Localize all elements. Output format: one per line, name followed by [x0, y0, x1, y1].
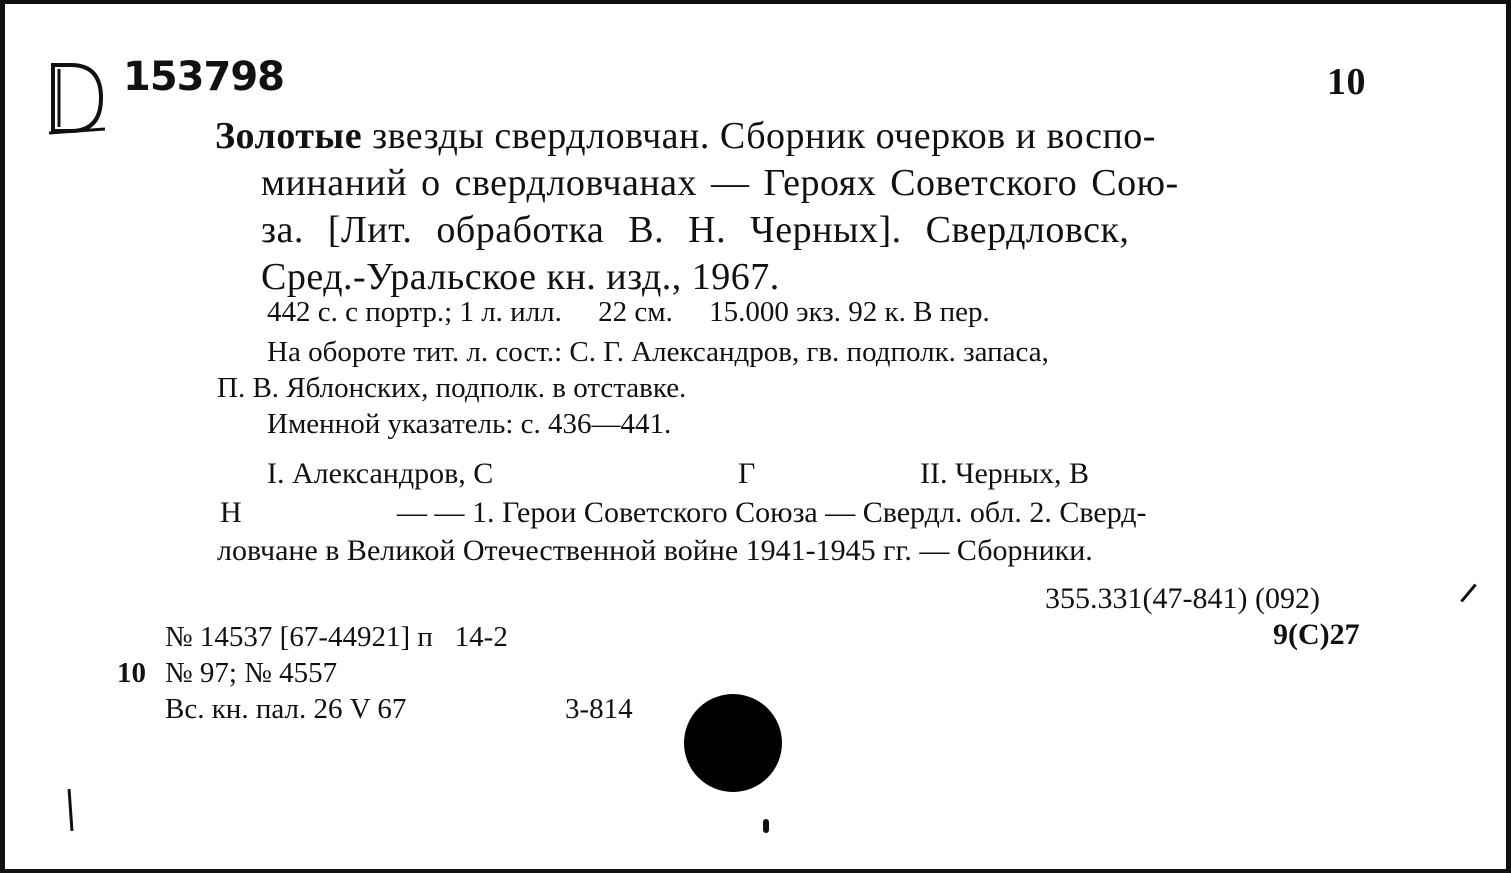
tracing-2-initial: Н — [220, 496, 242, 529]
title-rest: звезды свердловчан. Сборник очерков и воспо- — [372, 115, 1156, 157]
subject-headings-cont: ловчане в Великой Отечественной войне 1941-1945 гг. — Сборники. — [217, 534, 1093, 567]
subject-headings: — — 1. Герои Советского Союза — Свердл. обл. 2. Сверд- — [397, 496, 1147, 529]
margin-mark — [68, 789, 74, 831]
note-line-3: Именной указатель: с. 436—441. — [267, 408, 672, 440]
title-line-1 — [215, 114, 1156, 158]
footer-line-1: № 14537 [67-44921] п 14-2 — [165, 621, 508, 653]
d-stamp — [45, 59, 107, 137]
footer-line-3b: 3-814 — [565, 693, 633, 725]
ink-speck — [763, 819, 769, 833]
udc-index: 355.331(47-841) (092) — [1045, 582, 1320, 615]
footer-prefix: 10 — [117, 657, 146, 689]
tracing-1-initial: Г — [738, 457, 756, 490]
d-stamp-icon — [45, 59, 107, 137]
title-line-3: за. [Лит. обработка В. Н. Черных]. Свердловск, — [261, 209, 1130, 251]
bbk-index: 9(С)27 — [1273, 618, 1360, 651]
tracing-2: II. Черных, В — [920, 457, 1090, 490]
footer-line-2: № 97; № 4557 — [165, 657, 338, 689]
note-line-1: На обороте тит. л. сост.: С. Г. Александров, гв. подполк. запаса, — [267, 336, 1049, 368]
title-line-2: минаний о свердловчанах — Героях Советского Сою- — [261, 162, 1179, 204]
footer-line-3a: Вс. кн. пал. 26 V 67 — [165, 693, 407, 725]
inventory-number: 153798 — [123, 54, 284, 100]
physical-description: 442 с. с портр.; 1 л. илл. 22 см. 15.000 экз. 92 к. В пер. — [267, 296, 990, 328]
card-number: 10 — [1327, 61, 1366, 103]
tick-mark — [1460, 584, 1476, 603]
title-keyword: Золотые — [215, 115, 363, 157]
punch-hole — [684, 694, 782, 792]
title-line-4: Сред.-Уральское кн. изд., 1967. — [261, 256, 780, 298]
note-line-2: П. В. Яблонских, подполк. в отставке. — [217, 372, 687, 404]
tracing-1: I. Александров, С — [267, 457, 494, 490]
